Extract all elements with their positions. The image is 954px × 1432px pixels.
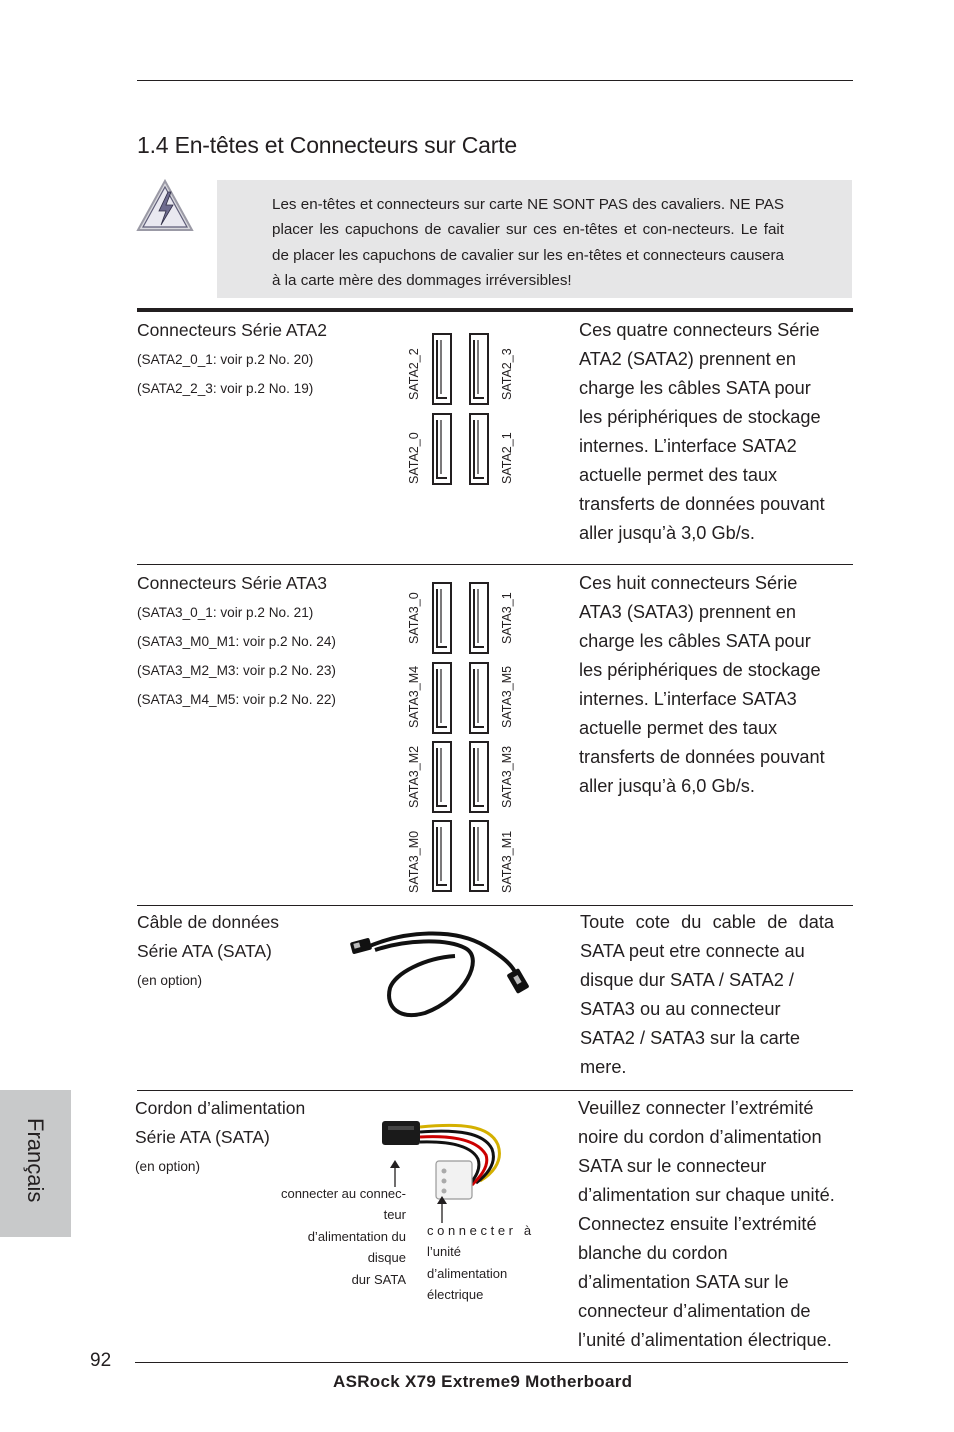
sata-cable-image [345,918,540,1018]
sata-label: SATA2_1 [500,432,514,484]
sata-connector-icon [432,582,452,654]
power-heading: Cordon d’alimentation Série ATA (SATA) [135,1098,306,1147]
sata-connector-icon [469,741,489,813]
sata-label: SATA2_2 [407,348,421,400]
sata-label: SATA3_1 [500,592,514,644]
sata3-heading: Connecteurs Série ATA3 [137,573,328,593]
sata-connector-icon [469,820,489,892]
sata2-ref: (SATA2_2_3: voir p.2 No. 19) [137,381,314,396]
sata-connector-icon [469,413,489,485]
page-number: 92 [90,1350,112,1371]
sata-connector-icon [432,333,452,405]
sata3-ref: (SATA3_0_1: voir p.2 No. 21) [137,605,314,620]
sata-connector-icon [432,413,452,485]
section-rule [137,308,853,312]
sata-label: SATA2_0 [407,432,421,484]
cable-option: (en option) [137,973,202,988]
sata-connector-icon [432,741,452,813]
sata3-ref: (SATA3_M2_M3: voir p.2 No. 23) [137,663,336,678]
divider [137,564,853,565]
sata-connector-icon [432,820,452,892]
sata-connector-icon [469,582,489,654]
top-rule [137,80,853,81]
footer-rule [135,1362,848,1363]
power-left-caption: connecter au connec- teur d’alimentation du disque dur SATA [280,1186,406,1287]
sata-label: SATA3_M1 [500,830,514,893]
note-text: Les en-têtes et connecteurs sur carte NE SONT PAS des cavaliers. NE PAS placer les capuchons de cavalier sur ces en-têtes et con-necteurs. Le fait de placer les capuchons de cavalier sur les en-têtes et connecteurs causera à la carte mère des dommages irréversibles! [272,196,784,290]
language-tab [0,1090,71,1237]
sata-connector-icon [432,662,452,734]
sata3-description: Ces huit connecteurs Série ATA3 (SATA3) prennent en charge les câbles SATA pour les périphériques de stockage internes. L’interface SATA3 actuelle permet des taux transferts de données pouvant aller jusqu’à 6,0 Gb/s. [579,573,825,796]
sata-label: SATA3_M0 [407,830,421,893]
sata-connector-icon [469,662,489,734]
sata2-ref: (SATA2_0_1: voir p.2 No. 20) [137,352,314,367]
power-description: Veuillez connecter l’extrémité noire du cordon d’alimentation SATA sur le connecteur d’alimentation sur chaque unité. Connectez ensuite l’extrémité blanche du cordon d’alimentation SATA sur le connecteur d’alimentation de l’unité d’alimentation électrique. [578,1098,835,1350]
sata-label: SATA3_M2 [407,745,421,808]
sata2-description: Ces quatre connecteurs Série ATA2 (SATA2) prennent en charge les câbles SATA pour les périphériques de stockage internes. L’interface SATA2 actuelle permet des taux transferts de données pouvant aller jusqu’à 3,0 Gb/s. [579,320,825,543]
footer-text: ASRock X79 Extreme9 Motherboard [333,1372,633,1391]
sata2-heading: Connecteurs Série ATA2 [137,320,328,340]
divider [137,1090,853,1091]
sata-label: SATA3_M3 [500,745,514,808]
sata3-ref: (SATA3_M4_M5: voir p.2 No. 22) [137,692,336,707]
sata-label: SATA2_3 [500,348,514,400]
sata-connector-icon [469,333,489,405]
divider [137,905,853,906]
warning-lightning-icon [135,178,195,234]
power-option: (en option) [135,1159,200,1174]
sata-label: SATA3_M5 [500,665,514,728]
language-tab-label: Français [23,1118,48,1203]
power-right-caption: c o n n e c t e r à l’unité d’alimentation électrique [427,1223,532,1303]
cable-description: Toute cote du cable de data SATA peut etre connecte au disque dur SATA / SATA2 / SATA3 ou au connecteur SATA2 / SATA3 sur la carte mere. [580,912,834,1077]
section-title: 1.4 En-têtes et Connecteurs sur Carte [137,132,517,158]
sata3-ref: (SATA3_M0_M1: voir p.2 No. 24) [137,634,336,649]
sata-label: SATA3_0 [407,592,421,644]
sata-label: SATA3_M4 [407,665,421,728]
cable-heading: Câble de données Série ATA (SATA) [137,912,280,961]
